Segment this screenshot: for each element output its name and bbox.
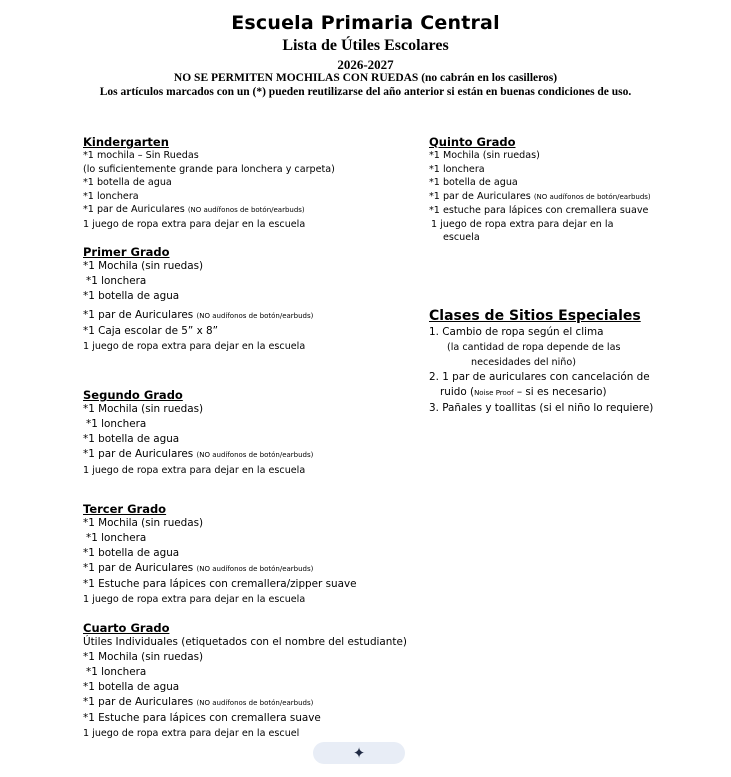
list-item: 1 juego de ropa extra para dejar en la <box>431 218 614 230</box>
list-item: *1 botella de agua <box>83 290 180 302</box>
list-item: 1 juego de ropa extra para dejar en la escuela <box>83 218 306 230</box>
kindergarten-section <box>83 135 335 231</box>
list-item <box>429 190 651 205</box>
noise-text-post: – si es necesario) <box>513 386 607 398</box>
no-wheels-notice: NO SE PERMITEN MOCHILAS CON RUEDAS (no cabrán en los casilleros) <box>173 72 558 84</box>
list-item <box>83 561 357 577</box>
list-item: *1 mochila – Sin Ruedas <box>83 150 199 161</box>
tercer-grado-title: Tercer Grado <box>83 502 167 516</box>
list-item <box>429 385 653 401</box>
list-item: *1 Mochila (sin ruedas) <box>83 260 204 272</box>
list-item: 1 juego de ropa extra para dejar en la escuela <box>83 465 306 476</box>
list-item <box>83 308 313 324</box>
list-item: *1 lonchera <box>86 418 147 430</box>
headphones-label: *1 par de Auriculares <box>429 190 531 202</box>
headphones-note: (NO audífonos de botón/earbuds) <box>187 206 305 214</box>
list-item: *1 botella de agua <box>83 681 180 693</box>
page-subtitle: Lista de Útiles Escolares <box>282 37 449 54</box>
list-item: *1 Mochila (sin ruedas) <box>83 403 204 415</box>
headphones-note: (NO audífonos de botón/earbuds) <box>196 565 314 573</box>
primer-grado-section <box>83 245 313 354</box>
list-item: (la cantidad de ropa depende de las <box>447 342 621 353</box>
list-item: *1 Mochila (sin ruedas) <box>429 150 540 161</box>
list-item: *1 lonchera <box>83 190 139 202</box>
list-item: *1 botella de agua <box>83 177 172 188</box>
noise-proof-note: Noise Proof <box>474 389 514 397</box>
quinto-grado-title: Quinto Grado <box>429 135 516 149</box>
list-item: *1 botella de agua <box>83 433 180 445</box>
list-item: *1 Mochila (sin ruedas) <box>83 651 204 663</box>
list-item: *1 botella de agua <box>429 177 518 188</box>
headphones-note: (NO audífonos de botón/earbuds) <box>196 312 314 320</box>
headphones-label: *1 par de Auriculares <box>83 562 194 574</box>
quinto-grado-section <box>429 135 651 245</box>
list-item: escuela <box>443 232 480 243</box>
list-item: *1 estuche para lápices con cremallera suave <box>429 205 649 216</box>
sparkle-icon: ✦ <box>352 744 366 762</box>
list-item: *1 lonchera <box>86 532 147 544</box>
list-item: necesidades del niño) <box>471 357 576 368</box>
list-item: *1 Caja escolar de 5” x 8” <box>83 325 219 337</box>
headphones-note: (NO audífonos de botón/earbuds) <box>533 192 651 201</box>
cuarto-grado-title: Cuarto Grado <box>83 621 170 635</box>
primer-grado-title: Primer Grado <box>83 245 170 259</box>
list-item: 1 juego de ropa extra para dejar en la escuela <box>83 594 306 605</box>
headphones-note: (NO audífonos de botón/earbuds) <box>196 451 314 459</box>
reuse-notice: Los artículos marcados con un (*) pueden reutilizarse del año anterior si están en buenas condiciones de uso. <box>99 86 632 98</box>
noise-text-pre: ruido ( <box>440 386 475 398</box>
list-item: *1 Estuche para lápices con cremallera suave <box>83 712 321 724</box>
list-item <box>83 447 313 463</box>
segundo-grado-title: Segundo Grado <box>83 388 183 402</box>
headphones-label: *1 par de Auriculares <box>83 696 194 708</box>
list-item: *1 lonchera <box>86 275 147 287</box>
cuarto-grado-section <box>83 621 407 741</box>
special-classes-title: Clases de Sitios Especiales <box>429 308 641 324</box>
page-title: Escuela Primaria Central <box>231 12 500 34</box>
list-item: 3. Pañales y toallitas (si el niño lo requiere) <box>429 402 654 414</box>
headphones-note: (NO audífonos de botón/earbuds) <box>196 699 314 707</box>
list-item: (lo suficientemente grande para lonchera y carpeta) <box>83 163 335 175</box>
tercer-grado-section <box>83 502 357 607</box>
list-item: 1. Cambio de ropa según el clima <box>429 326 604 338</box>
special-classes-section <box>429 307 653 416</box>
list-item: *1 lonchera <box>86 666 147 678</box>
page-navigator-button[interactable] <box>313 742 405 764</box>
list-item: *1 Estuche para lápices con cremallera/zipper suave <box>83 578 357 590</box>
list-item: *1 Mochila (sin ruedas) <box>83 517 204 529</box>
list-item: *1 lonchera <box>429 163 485 175</box>
kindergarten-title: Kindergarten <box>83 135 169 149</box>
list-item <box>83 203 335 218</box>
list-item: Útiles Individuales (etiquetados con el nombre del estudiante) <box>83 636 407 648</box>
school-year: 2026-2027 <box>337 57 394 72</box>
headphones-label: *1 par de Auriculares <box>83 448 194 460</box>
list-item: 1 juego de ropa extra para dejar en la escuela <box>83 341 306 352</box>
list-item: 1 juego de ropa extra para dejar en la escuel <box>83 728 300 739</box>
list-item <box>83 695 407 711</box>
headphones-label: *1 par de Auriculares <box>83 309 194 321</box>
segundo-grado-section <box>83 388 313 478</box>
headphones-label: *1 par de Auriculares <box>83 204 185 215</box>
list-item: 2. 1 par de auriculares con cancelación de <box>429 371 650 383</box>
list-item: *1 botella de agua <box>83 547 180 559</box>
